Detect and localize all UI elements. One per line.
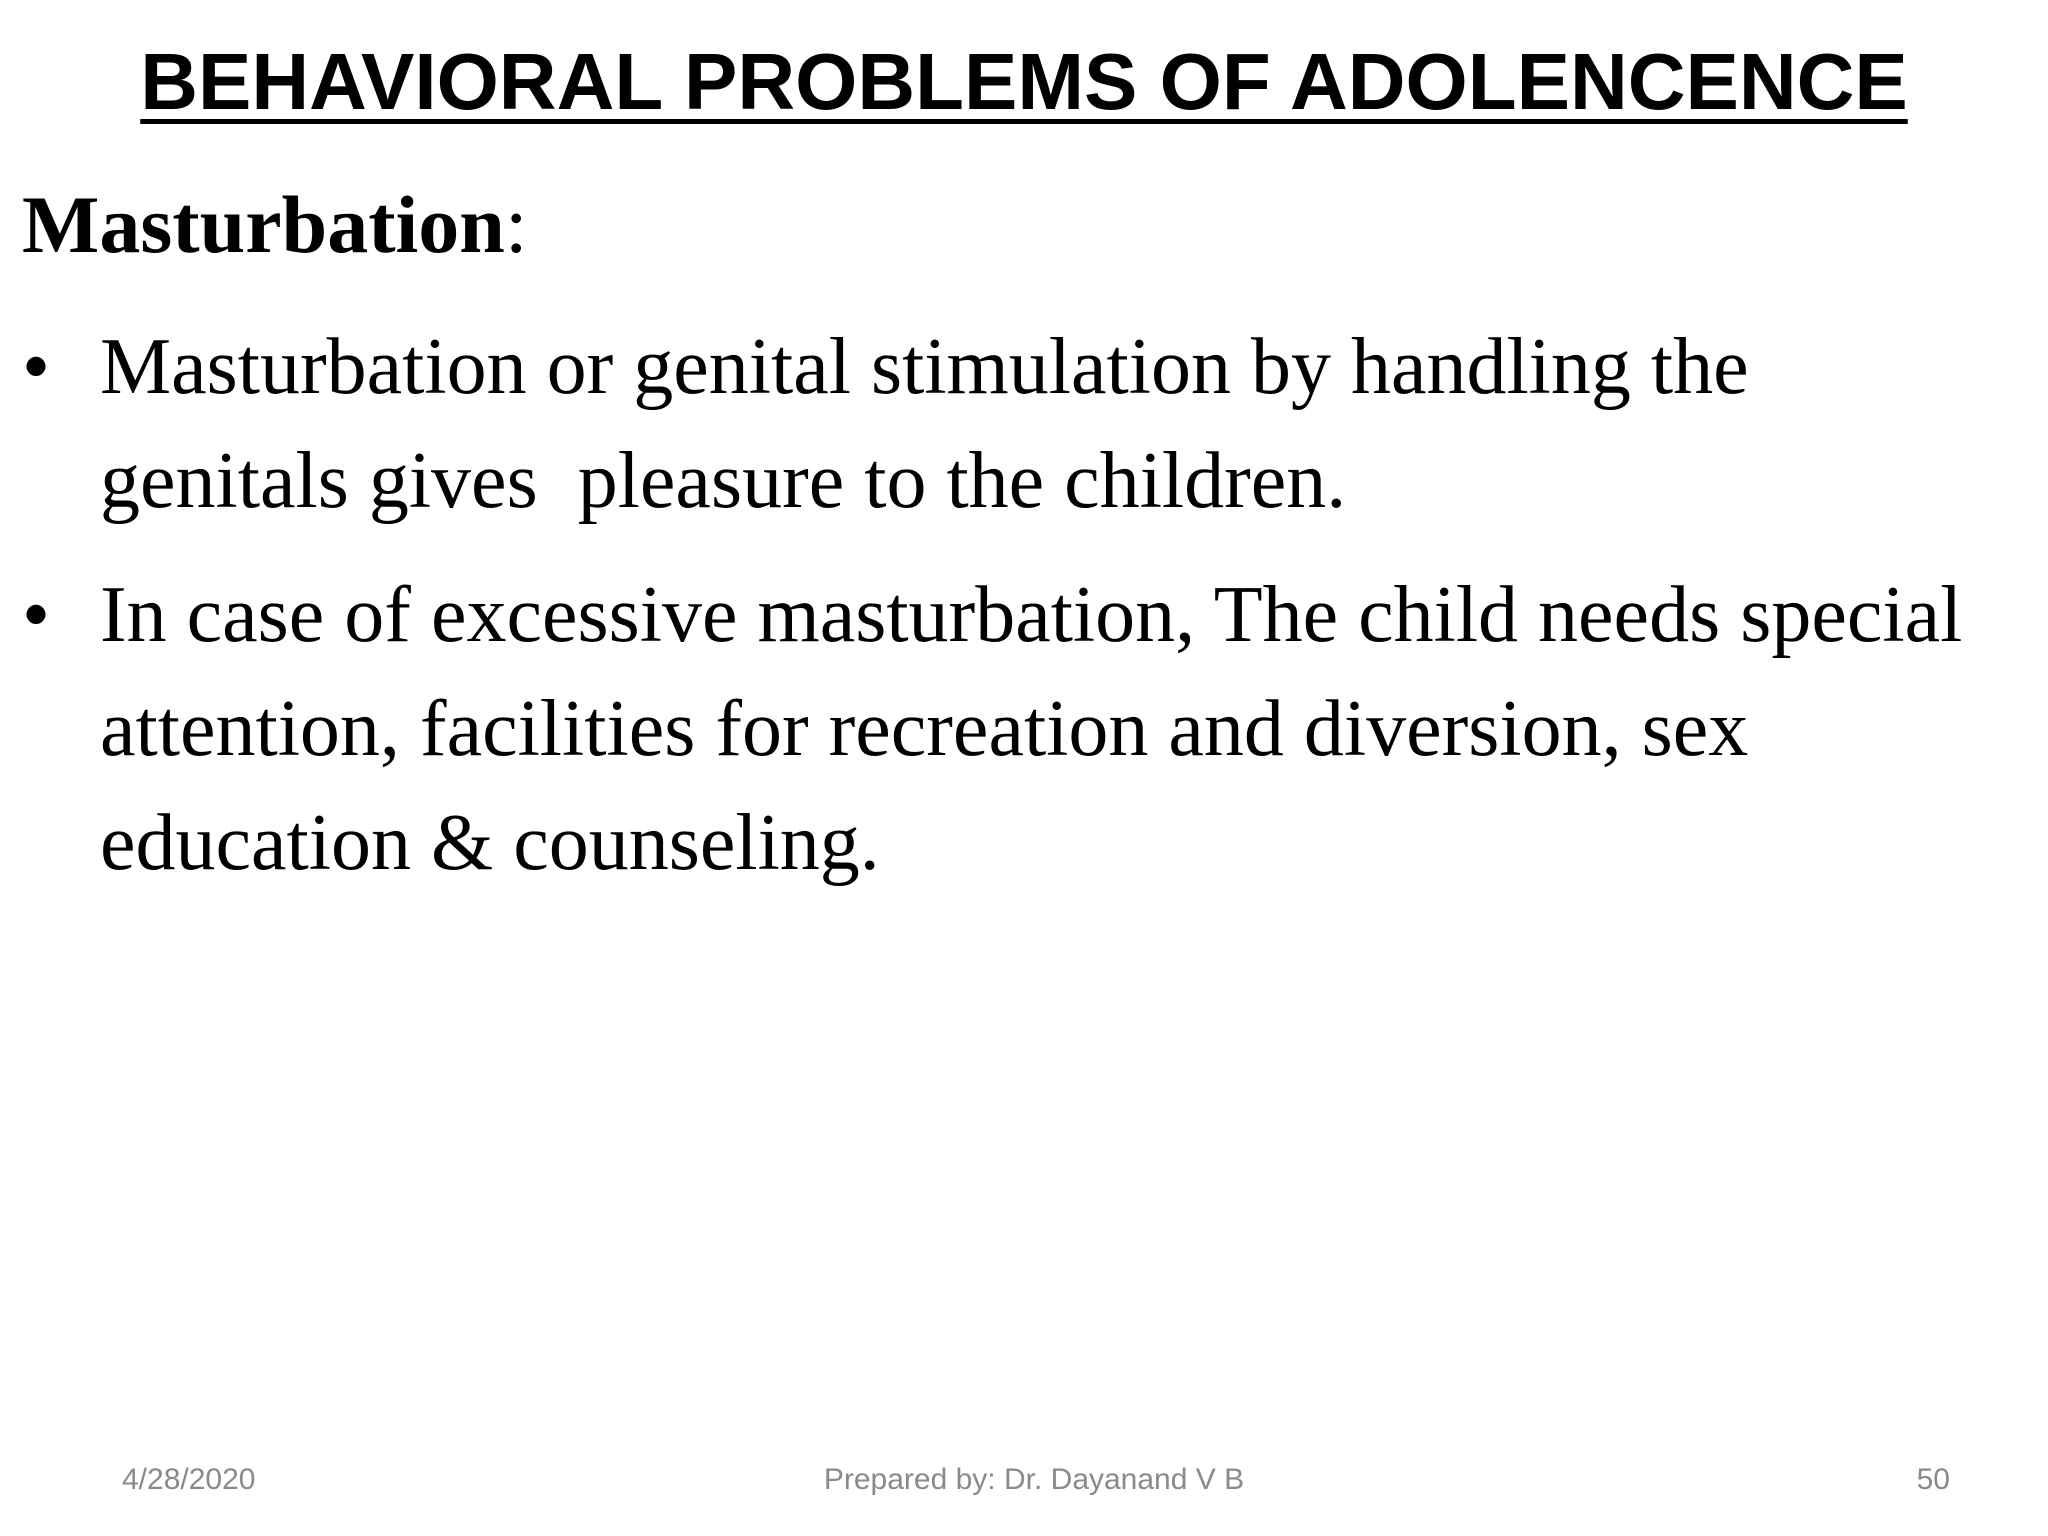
slide-title-text: BEHAVIORAL PROBLEMS OF ADOLENCENCE — [140, 37, 1908, 126]
bullet-point-icon: • — [22, 571, 51, 659]
footer-author: Prepared by: Dr. Dayanand V B — [823, 1463, 1245, 1496]
footer-page-number: 50 — [1916, 1463, 1950, 1496]
bullet-item — [22, 558, 2012, 900]
footer-date: 4/28/2020 — [122, 1463, 256, 1496]
section-heading-text: Masturbation — [22, 179, 505, 270]
bullet-text: Masturbation or genital stimulation by handling the genitals gives pleasure to the children. — [100, 323, 1769, 525]
bullet-list — [22, 310, 2012, 920]
bullet-item — [22, 310, 2012, 538]
section-heading-colon: : — [504, 179, 528, 270]
slide-title — [0, 38, 2048, 126]
bullet-text: In case of excessive masturbation, The child needs special attention, facilities for recreation and diversion, sex education & counseling. — [100, 571, 1963, 887]
section-heading — [22, 180, 528, 270]
bullet-point-icon: • — [22, 323, 51, 411]
